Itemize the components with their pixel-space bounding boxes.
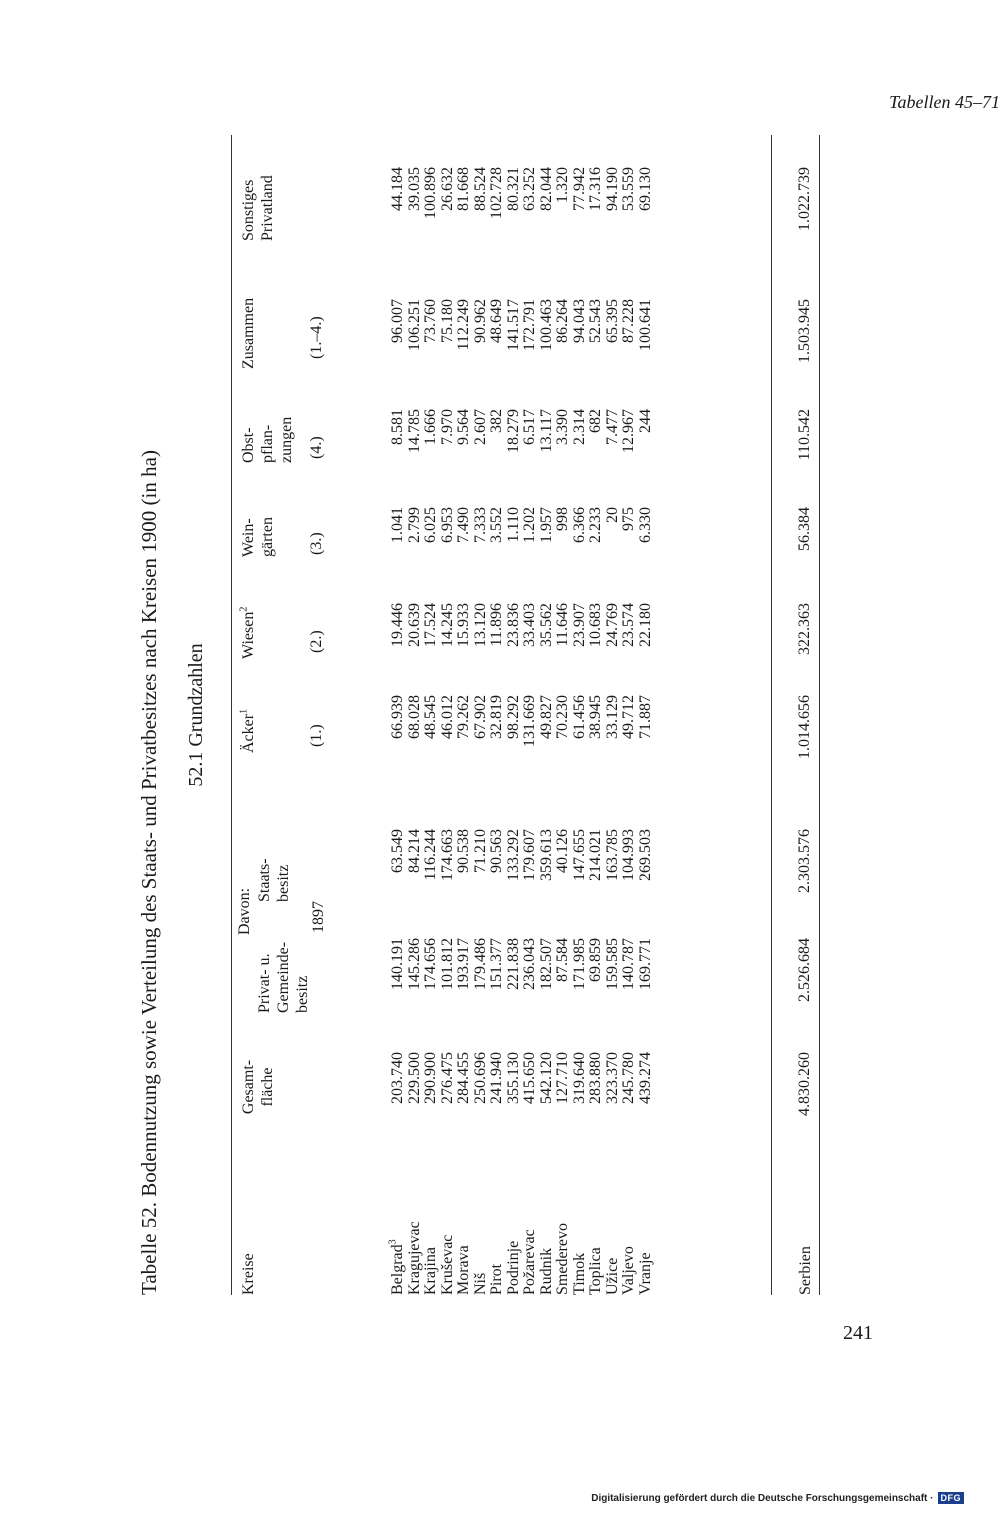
header-davon: Davon: [236,887,253,935]
table-cell-aecker: 38.945 [587,695,604,739]
table-cell-aecker: 98.292 [504,695,522,739]
column-kreise [387,1221,654,1295]
table-cell-staats: 179.607 [521,829,538,881]
table-cell-gesamt: 355.130 [504,1052,522,1104]
table-cell-staats: 359.613 [537,829,555,881]
table-cell-staats: 90.563 [488,829,505,873]
kreis-cell: Rudnik [537,1247,555,1295]
top-rule [231,135,232,1295]
table-cell-obst: 382 [488,409,505,433]
table-cell-privat: 159.585 [603,938,621,990]
table-cell-wiesen: 23.836 [504,603,522,647]
table-cell-gesamt: 127.710 [554,1052,571,1104]
table-cell-obst: 682 [587,409,604,433]
kreis-cell: Valjevo [620,1246,637,1295]
table-cell-aecker: 33.129 [603,695,621,739]
total-wiesen: 322.363 [796,603,813,655]
table-cell-wiesen: 23.574 [620,603,637,647]
table-cell-staats: 147.655 [570,829,588,881]
header-aecker [239,709,258,753]
header-zusammen-num: (1.–4.) [308,316,325,359]
table-cell-gesamt: 319.640 [570,1052,588,1104]
table-cell-zusammen: 75.180 [438,299,456,343]
table-cell-weingaerten: 1.957 [537,507,555,543]
table-cell-obst: 2.314 [570,409,588,445]
table-cell-privat: 182.507 [537,938,555,990]
total-weingaerten: 56.384 [796,507,813,551]
kreis-cell: Morava [455,1245,472,1295]
table-cell-zusammen: 94.043 [570,299,588,343]
table-cell-weingaerten: 998 [554,507,571,531]
rotated-table-block [135,135,835,1295]
table-cell-privat: 101.812 [438,938,456,990]
kreis-cell: Toplica [587,1247,604,1295]
total-aecker: 1.014.656 [796,695,813,759]
column-obst [390,409,654,473]
page-number: 241 [843,1322,873,1344]
table-cell-aecker: 49.827 [537,695,555,739]
footnote-ref: 2 [238,606,250,612]
table-cell-sonstiges: 26.632 [438,167,456,211]
table-cell-sonstiges: 44.184 [389,167,406,211]
table-cell-staats: 116.244 [422,829,439,881]
column-staats [390,829,654,903]
table-cell-zusammen: 106.251 [405,299,423,351]
table-cell-sonstiges: 82.044 [537,167,555,211]
table-cell-sonstiges: 102.728 [488,167,505,219]
table-cell-aecker: 71.887 [636,695,654,739]
table-cell-privat: 171.985 [570,938,588,990]
total-gesamt: 4.830.260 [796,1052,813,1116]
header-sonstiges: Sonstiges Privatland [240,175,276,241]
table-cell-staats: 40.126 [554,829,571,873]
table-cell-obst: 6.517 [521,409,538,445]
table-cell-zusammen: 172.791 [521,299,538,351]
table-cell-privat: 140.787 [620,938,637,990]
table-cell-gesamt: 276.475 [438,1052,456,1104]
header-weingaerten-num: (3.) [308,532,325,555]
table-title: Tabelle 52. Bodennutzung sowie Verteilung des Staats- und Privatbesitzes nach Kreisen 1900 (in ha) [137,450,161,1295]
table-cell-gesamt: 323.370 [603,1052,621,1104]
table-cell-zusammen: 96.007 [389,299,406,343]
table-cell-privat: 151.377 [488,938,505,990]
kreis-cell: Timok [570,1252,588,1295]
kreis-cell: Kruševac [438,1234,456,1295]
header-aecker-num: (1.) [308,724,325,747]
column-gesamt [390,1052,654,1130]
footnote-ref: 1 [238,708,250,714]
table-cell-zusammen: 73.760 [422,299,439,343]
table-cell-zusammen: 90.962 [471,299,489,343]
kreis-cell: Podrinje [504,1240,522,1295]
table-cell-wiesen: 14.245 [438,603,456,647]
kreis-cell: Pirot [488,1263,505,1295]
total-staats: 2.303.576 [796,829,813,893]
table-cell-sonstiges: 53.559 [620,167,637,211]
table-cell-aecker: 61.456 [570,695,588,739]
header-kreise: Kreise [240,1253,257,1295]
kreis-cell: Užice [603,1257,621,1295]
table-cell-weingaerten: 7.490 [455,507,472,543]
table-cell-gesamt: 229.500 [405,1052,423,1104]
header-weingaerten: Wein- gärten [240,517,276,557]
table-cell-staats: 174.663 [438,829,456,881]
table-cell-sonstiges: 1.320 [554,167,571,203]
table-cell-weingaerten: 1.041 [389,507,406,543]
table-cell-privat: 179.486 [471,938,489,990]
table-cell-sonstiges: 100.896 [422,167,439,219]
table-cell-weingaerten: 975 [620,507,637,531]
table-cell-aecker: 79.262 [455,695,472,739]
table-cell-staats: 104.993 [620,829,637,881]
table-cell-gesamt: 439.274 [636,1052,654,1104]
header-wiesen-num: (2.) [308,630,325,653]
table-cell-zusammen: 112.249 [455,299,472,351]
table-cell-obst: 14.785 [405,409,423,453]
table-cell-gesamt: 542.120 [537,1052,555,1104]
table-cell-aecker: 32.819 [488,695,505,739]
table-cell-gesamt: 203.740 [389,1052,406,1104]
table-cell-staats: 71.210 [471,829,489,873]
table-cell-staats: 133.292 [504,829,522,881]
table-cell-staats: 269.503 [636,829,654,881]
table-cell-obst: 244 [636,409,654,433]
table-cell-wiesen: 19.446 [389,603,406,647]
table-cell-weingaerten: 7.333 [471,507,489,543]
kreis-cell: Belgrad$^3$ [387,1239,406,1295]
header-year: 1897 [310,901,327,933]
table-cell-wiesen: 35.562 [537,603,555,647]
table-cell-gesamt: 283.880 [587,1052,604,1104]
table-cell-zusammen: 65.395 [603,299,621,343]
header-aecker-label: Äcker [240,713,257,753]
header-staats: Staats- besitz [256,858,292,902]
kreis-cell: Smederevo [554,1223,571,1295]
total-rule [771,135,772,1295]
table-cell-zusammen: 100.641 [636,299,654,351]
table-cell-weingaerten: 6.366 [570,507,588,543]
table-cell-sonstiges: 81.668 [455,167,472,211]
column-weingaerten [390,507,654,559]
column-zusammen [390,299,654,373]
table-cell-weingaerten: 3.552 [488,507,505,543]
table-cell-wiesen: 17.524 [422,603,439,647]
table-cell-wiesen: 11.896 [488,603,505,647]
table-cell-sonstiges: 77.942 [570,167,588,211]
header-gesamt: Gesamt- fläche [240,1059,276,1115]
footer-text: Digitalisierung gefördert durch die Deutsche Forschungsgemeinschaft · [591,1492,934,1504]
table-cell-privat: 145.286 [405,938,423,990]
header-obst-num: (4.) [308,436,325,459]
table-cell-staats: 63.549 [389,829,406,873]
table-cell-staats: 84.214 [405,829,423,873]
table-cell-sonstiges: 94.190 [603,167,621,211]
bottom-rule [819,135,820,1295]
table-cell-gesamt: 415.650 [521,1052,538,1104]
table-cell-privat: 140.191 [389,938,406,990]
table-cell-aecker: 70.230 [554,695,571,739]
table-cell-wiesen: 11.646 [554,603,571,647]
column-aecker [390,695,654,765]
total-sonstiges: 1.022.739 [796,167,813,231]
table-cell-weingaerten: 6.953 [438,507,456,543]
table-cell-aecker: 66.939 [389,695,406,739]
table-cell-privat: 174.656 [422,938,439,990]
table-cell-zusammen: 48.649 [488,299,505,343]
table-cell-gesamt: 250.696 [471,1052,489,1104]
table-cell-zusammen: 141.517 [504,299,522,351]
table-cell-aecker: 67.902 [471,695,489,739]
table-cell-wiesen: 24.769 [603,603,621,647]
table-cell-wiesen: 22.180 [636,603,654,647]
table-cell-obst: 2.607 [471,409,489,445]
table-cell-obst: 18.279 [504,409,522,453]
table-cell-gesamt: 245.780 [620,1052,637,1104]
table-cell-obst: 7.970 [438,409,456,445]
table-cell-obst: 3.390 [554,409,571,445]
table-cell-privat: 87.584 [554,938,571,982]
table-cell-staats: 90.538 [455,829,472,873]
table-cell-gesamt: 284.455 [455,1052,472,1104]
table-cell-wiesen: 13.120 [471,603,489,647]
table-cell-privat: 169.771 [636,938,654,990]
table-cell-gesamt: 290.900 [422,1052,439,1104]
table-cell-zusammen: 87.228 [620,299,637,343]
table-cell-aecker: 131.669 [521,695,538,747]
total-obst: 110.542 [796,409,813,461]
kreis-cell: Niš [471,1272,489,1295]
table-cell-weingaerten: 6.025 [422,507,439,543]
header-wiesen [239,607,258,659]
table-cell-zusammen: 52.543 [587,299,604,343]
table-cell-gesamt: 241.940 [488,1052,505,1104]
table-cell-aecker: 48.545 [422,695,439,739]
table-cell-wiesen: 20.639 [405,603,423,647]
column-privat [390,938,654,1012]
table-cell-privat: 69.859 [587,938,604,982]
table-cell-sonstiges: 39.035 [405,167,423,211]
total-label: Serbien [797,1246,814,1295]
kreis-cell: Kragujevac [405,1221,423,1295]
header-obst: Obst- pflan- zungen [240,416,295,463]
table-cell-weingaerten: 1.110 [504,507,522,543]
table-cell-wiesen: 15.933 [455,603,472,647]
table-cell-obst: 1.666 [422,409,439,445]
table-cell-sonstiges: 80.321 [504,167,522,211]
kreis-cell: Požarevac [521,1229,538,1295]
table-cell-weingaerten: 2.233 [587,507,604,543]
kreis-cell: Vranje [636,1252,654,1295]
total-zusammen: 1.503.945 [796,299,813,363]
table-cell-sonstiges: 17.316 [587,167,604,211]
table-cell-aecker: 46.012 [438,695,456,739]
table-cell-wiesen: 10.683 [587,603,604,647]
table-cell-obst: 8.581 [389,409,406,445]
table-cell-weingaerten: 1.202 [521,507,538,543]
footnote-ref: 3 [387,1239,399,1245]
table-cell-wiesen: 33.403 [521,603,538,647]
table-cell-privat: 236.043 [521,938,538,990]
table-cell-zusammen: 86.264 [554,299,571,343]
table-cell-wiesen: 23.907 [570,603,588,647]
table-cell-obst: 13.117 [537,409,555,453]
table-cell-weingaerten: 20 [603,507,621,523]
table-cell-weingaerten: 6.330 [636,507,654,543]
table-cell-obst: 9.564 [455,409,472,445]
table-cell-sonstiges: 88.524 [471,167,489,211]
table-cell-staats: 163.785 [603,829,621,881]
table-cell-sonstiges: 69.130 [636,167,654,211]
table-cell-obst: 7.477 [603,409,621,445]
dfg-logo: DFG [938,1492,965,1504]
table-cell-privat: 193.917 [455,938,472,990]
table-cell-aecker: 49.712 [620,695,637,739]
column-sonstiges [390,167,654,247]
table-cell-aecker: 68.028 [405,695,423,739]
table-cell-privat: 221.838 [504,938,522,990]
footer [591,1492,964,1504]
running-head: Tabellen 45–71 [889,92,1000,112]
header-wiesen-label: Wiesen [240,611,257,659]
header-zusammen: Zusammen [240,297,257,369]
table-cell-weingaerten: 2.799 [405,507,423,543]
table-cell-obst: 12.967 [620,409,637,453]
column-wiesen [390,603,654,667]
table-cell-sonstiges: 63.252 [521,167,538,211]
table-cell-zusammen: 100.463 [537,299,555,351]
total-privat: 2.526.684 [796,938,813,1002]
kreis-cell: Krajina [422,1247,439,1295]
table-cell-staats: 214.021 [587,829,604,881]
header-privat: Privat- u. Gemeinde- besitz [256,941,311,1013]
table-subtitle: 52.1 Grundzahlen [185,643,207,787]
